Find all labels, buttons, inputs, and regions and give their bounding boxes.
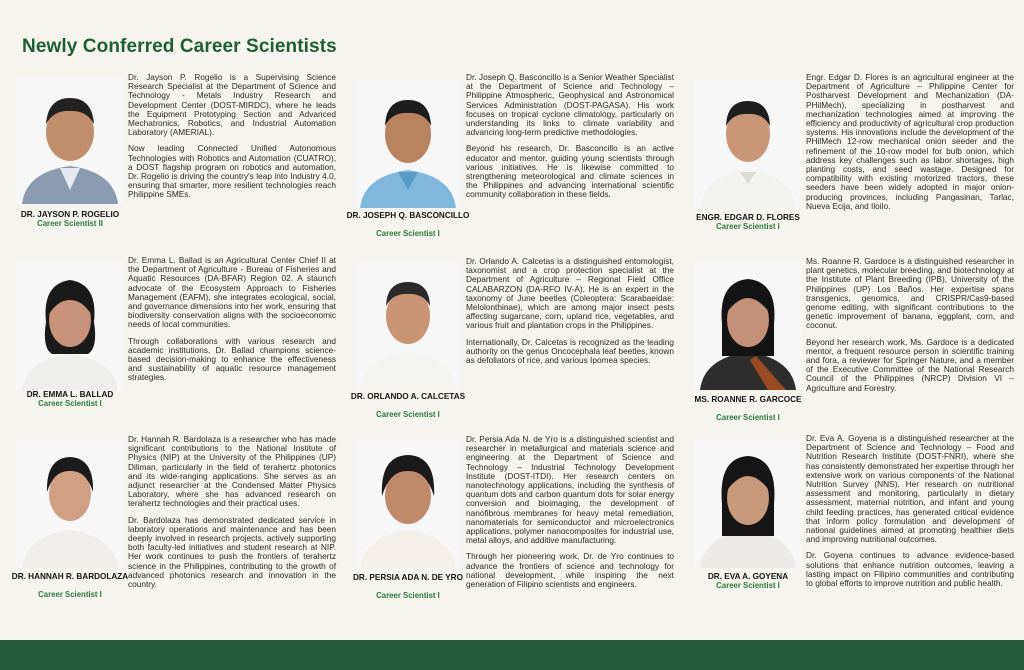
bio-paragraph: Dr. Persia Ada N. de Yro is a distinguished scientist and researcher in metallurgical and materials science and engineering at the Department of Science and Technology – Industrial Technology Development Institute (DOST-ITDI). Her research centers on nanotechnology applications, including the synthesis of quantum dots and carbon quantum dots for solar energy conversion and bioimaging, the development of nanofibrous membranes for heavy metal remediation, nanomaterials for semiconductor and microelectronics applications, polymer nanocomposites for industrial use, metal alloys, and additive manufacturing. <box>466 434 674 546</box>
scientist-rank: Career Scientist II <box>37 219 103 228</box>
portrait-photo <box>16 76 124 204</box>
scientist-bio <box>466 257 674 372</box>
scientist-rank: Career Scientist I <box>38 590 102 599</box>
bio-paragraph: Dr. Goyena continues to advance evidence-based solutions that enhance nutrition outcomes, leaving a lasting impact on Filipino communities and contributing to global efforts to improve nutrition and public health. <box>806 550 1014 589</box>
scientist-bio <box>806 73 1014 218</box>
page-title: Newly Conferred Career Scientists <box>22 36 337 57</box>
scientist-bio <box>128 435 336 596</box>
bio-paragraph: Through collaborations with various research and academic institutions, Dr. Ballad champions science-based decision-making to enhance the effectiveness and sustainability of aquatic resource management strategies. <box>128 335 336 383</box>
scientist-rank: Career Scientist I <box>716 581 780 590</box>
portrait-photo <box>354 440 462 568</box>
bio-paragraph: Dr. Emma L. Ballad is an Agricultural Center Chief II at the Department of Agriculture - Bureau of Fisheries and Aquatic Resources (DA-BFAR) Region 02. A staunch advocate of the Ecosystem Approach to Fisheries Management (EAFM), she integrates ecological, social, and governance dimensions into her work, ensuring that biodiversity conservation aligns with the socioeconomic needs of local communities. <box>128 255 336 330</box>
scientist-bio <box>128 256 336 390</box>
bio-paragraph: Dr. Joseph Q. Basconcillo is a Senior Weather Specialist at the Department of Science and Technology – Philippine Atmospheric, Geophysical and Astronomical Services Administration (DOST-PAGASA). His work focuses on tropical cyclone climatology, particularly on understanding its links to climate variability and advancing long-term predictive methodologies. <box>466 72 674 138</box>
scientist-rank: Career Scientist I <box>38 399 102 408</box>
bio-paragraph: Dr. Orlando A. Calcetas is a distinguished entomologist, taxonomist and a crop protection specialist at the Department of Agriculture – Regional Field Office CALABARZON (DA-RFO IV-A). He is an expert in the taxonomy of June beetles (Coleoptera: Scarabaeidae: Melolonthinae), which are among major insect pests affecting sugarcane, corn, upland rice, vegetables, and various fruit and plantation crops in the Philippines. <box>466 256 674 331</box>
portrait-photo <box>16 262 124 390</box>
portrait-photo <box>354 80 462 208</box>
bio-paragraph: Ms. Roanne R. Gardoce is a distinguished researcher in plant genetics, molecular breeding, and biotechnology at the Institute of Plant Breeding (IPB), University of the Philippines (UP) Los Baños. Her expertise spans transgenics, genomics, and CRISPR/Cas9-based genome editing, with significant contributions to the genetic improvement of banana, eggplant, corn, and coconut. <box>806 256 1014 331</box>
scientist-bio <box>466 435 674 596</box>
portrait-photo <box>16 440 124 568</box>
scientist-rank: Career Scientist I <box>376 229 440 238</box>
bio-paragraph: Now leading Connected Unified Autonomous Technologies with Robotics and Automation (CUATRO), a DOST flagship program on robotics and automation, Dr. Rogelio is driving the country's leap into Industry 4.0, ensuring that smarter, more resilient technologies reach Philippine SMEs. <box>128 143 336 200</box>
scientist-rank: Career Scientist I <box>376 591 440 600</box>
scientist-rank: Career Scientist I <box>716 413 780 422</box>
bio-paragraph: Dr. Hannah R. Bardolaza is a researcher who has made significant contributions to the National Institute of Physics (NIP) at the University of the Philippines (UP) Diliman, particularly in the field of terahertz photonics and its wide-ranging applications. She serves as an adjunct researcher at the Condensed Matter Physics Laboratory, where she has advanced research on terahertz technologies and their practical uses. <box>128 434 336 509</box>
bio-paragraph: Dr. Eva A. Goyena is a distinguished researcher at the Department of Science and Technology – Food and Nutrition Research Institute (DOST-FNRI), where she has consistently demonstrated her expertise through her extensive work on various components of the National Nutrition Survey (NNS). Her research on nutritional assessment and monitoring, particularly in dietary assessment, maternal nutrition, and infant and young child feeding practices, has generated critical evidence that inform policy formulation and development of national guidelines aimed at promoting healthier diets and improving nutritional outcomes. <box>806 433 1014 545</box>
scientist-bio <box>128 73 336 207</box>
bio-paragraph: Beyond her research work, Ms. Gardoce is a dedicated mentor, a frequent resource person in scientific training and fora, a reviewer for Springer Nature, and a member of the Executive Committee of the National Research Council of the Philippines (NRCP) Division VI – Agriculture and Forestry. <box>806 336 1014 393</box>
bio-paragraph: Engr. Edgar D. Flores is an agricultural engineer at the Department of Agriculture – Philippine Center for Postharvest Development and Mechanization (DA-PHilMech), specializing in postharvest and mechanization technologies aimed at improving the efficiency and productivity of agricultural crop production systems. His innovations include the development of the PHilMech 12-row mechanical onion seeder and the refinement of the 10-row model for bulb onion, which address key challenges such as labor shortages, high planting costs, and seed wastage. Designed for compatibility with existing motorized tractors, these seeders have been widely adopted in major onion-producing provinces, including Pangasinan, Tarlac, Nueva Ecija, and Iloilo. <box>806 72 1014 211</box>
scientist-bio <box>806 434 1014 595</box>
scientist-name: ENGR. EDGAR D. FLORES <box>696 213 800 222</box>
scientist-name: DR. EVA A. GOYENA <box>707 572 789 581</box>
scientist-name: DR. JOSEPH Q. BASCONCILLO <box>346 211 470 220</box>
scientist-rank: Career Scientist I <box>716 222 780 231</box>
bio-paragraph: Internationally, Dr. Calcetas is recognized as the leading authority on the genus Oncocephala leaf beetles, known as defoliators of rice, and various Ipomea species. <box>466 336 674 366</box>
scientist-name: DR. JAYSON P. ROGELIO <box>20 210 120 219</box>
scientist-bio <box>466 73 674 207</box>
scientist-name: DR. EMMA L. BALLAD <box>26 390 114 399</box>
portrait-photo <box>694 440 802 568</box>
scientist-bio <box>806 257 1014 400</box>
bio-paragraph: Beyond his research, Dr. Basconcillo is an active educator and mentor, guiding young scientists through various initiatives. He is likewise committed to strengthening meteorological and climate sciences in the Philippines and advancing international scientific community collaboration in these fields. <box>466 143 674 200</box>
scientist-rank: Career Scientist I <box>376 410 440 419</box>
footer-bar <box>0 640 1024 670</box>
scientist-name: DR. HANNAH R. BARDOLAZA <box>11 572 129 581</box>
scientist-name: DR. PERSIA ADA N. DE YRO <box>353 573 463 582</box>
bio-paragraph: Through her pioneering work, Dr. de Yro continues to advance the frontiers of science and technology for national development, while inspiring the next generation of Filipino scientists and engineers. <box>466 551 674 590</box>
portrait-photo <box>694 262 802 390</box>
portrait-photo <box>354 262 462 390</box>
bio-paragraph: Dr. Jayson P. Rogelio is a Supervising Science Research Specialist at the Department of Science and Technology - Metals Industry Research and Development Center (DOST-MIRDC), where he leads the Equipment Prototyping Section and Advanced Mechatronics, Robotics, and Industrial Automation Laboratory (AMERIAL). <box>128 72 336 138</box>
bio-paragraph: Dr. Bardolaza has demonstrated dedicated service in laboratory operations and maintenance and has been deeply involved in research projects, actively supporting both faculty-led initiatives and student research at NIP. Her work continues to push the frontiers of terahertz science in the Philippines, contributing to the growth of advanced photonics research and innovation in the country. <box>128 514 336 590</box>
portrait-photo <box>694 80 802 208</box>
scientist-name: MS. ROANNE R. GARCOCE <box>694 395 802 404</box>
scientist-name: DR. ORLANDO A. CALCETAS <box>350 392 466 401</box>
